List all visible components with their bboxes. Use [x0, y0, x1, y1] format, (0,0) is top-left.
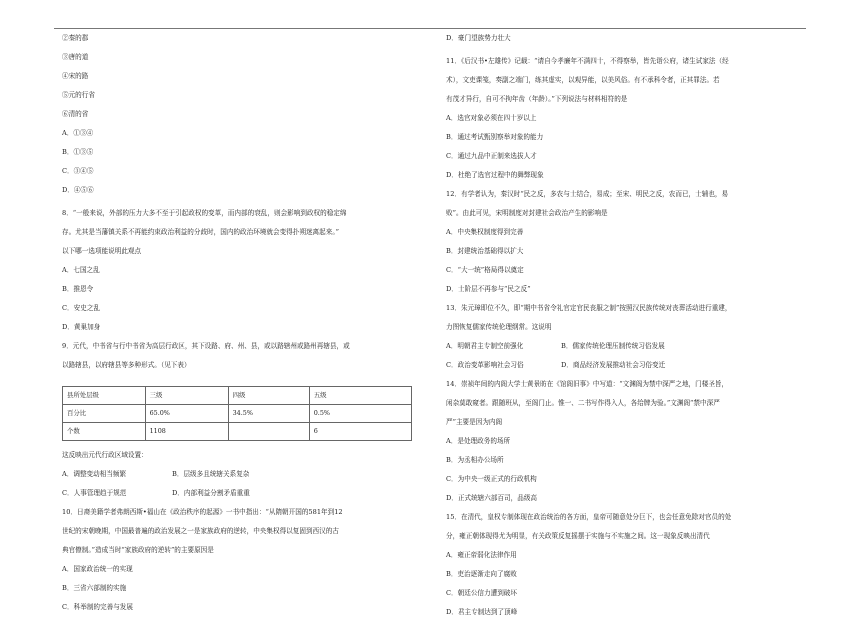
table-header: 三级	[145, 387, 228, 405]
option: A．国家政治统一的实现	[62, 565, 133, 573]
option: D．豪门望族势力壮大	[446, 34, 511, 42]
option: D．商品经济发展推动社会习俗变迁	[561, 361, 666, 369]
question-text: 9．元代，中书省与行中书省为高层行政区，其下设路、府、州、县，或以路辖州或路州再辖县，或	[62, 342, 350, 350]
option: C．朝廷公信力遭到破坏	[446, 589, 517, 597]
question-text: 严”主要是因为内阁	[446, 418, 503, 426]
question-text: 术），文吏课笺，奏副之端门，练其虚实，以观异能，以美风俗。有不承科令者，正其罪法。若	[446, 76, 720, 84]
question-11	[446, 57, 796, 190]
list-item: ④宋的路	[62, 72, 89, 80]
table-row	[63, 405, 412, 423]
option: D．内部利益分割矛盾重重	[172, 489, 250, 497]
option-row	[446, 342, 796, 361]
question-8	[62, 209, 412, 342]
option: C．安史之乱	[62, 304, 101, 312]
option-row	[62, 489, 412, 508]
option: C．“大一统”格局得以奠定	[446, 266, 524, 274]
question-15	[446, 513, 796, 627]
option: D．士阶层不再参与“民之反”	[446, 285, 531, 293]
question-text: 典官僚制。”造成当时“家族政府的逆转”的主要原因是	[62, 546, 214, 554]
option: B．封建统治基础得以扩大	[446, 247, 524, 255]
question-9	[62, 342, 412, 508]
table-cell	[228, 423, 309, 441]
question-text: 这反映出元代行政区域设置：	[62, 451, 148, 459]
table-header: 五级	[309, 387, 411, 405]
option: C．③④⑤	[62, 167, 94, 175]
option: C．人事管理趋于规范	[62, 489, 127, 497]
option: C．科举制的完善与发展	[62, 603, 133, 611]
question-13	[446, 304, 796, 380]
option: B．通过考试甄别察举对象的能力	[446, 133, 544, 141]
table-cell: 个数	[63, 423, 146, 441]
option: A．雍正帝弱化法律作用	[446, 551, 517, 559]
left-column	[62, 34, 412, 622]
question-text: 8．“一般来说，外部的压力大多不至于引起政权的变革，而内部的衰乱，则会影响到政权的稳定绵	[62, 209, 347, 217]
option: A．①③④	[62, 129, 94, 137]
question-text: 以下哪一选项能说明此观点	[62, 247, 142, 255]
list-item: ⑤元的行省	[62, 91, 95, 99]
option: B．推恩令	[62, 285, 94, 293]
list-item: ⑥清的省	[62, 110, 89, 118]
question-text: 败”。由此可见，宋明制度对封建社会政治产生的影响是	[446, 209, 608, 217]
table-header: 县所处层级	[63, 387, 146, 405]
table-cell: 34.5%	[228, 405, 309, 423]
table-cell: 1108	[145, 423, 228, 441]
question-text: 10．日裔美籍学者弗朗西斯•福山在《政治秩序的起源》一书中指出：“从隋朝开国的581年到12	[62, 508, 343, 516]
option: D．黄巢加身	[62, 323, 101, 331]
option: D．正式统辖六部百司，品级高	[446, 494, 538, 502]
option: D．④⑤⑥	[62, 186, 94, 194]
table-cell: 0.5%	[309, 405, 411, 423]
table-cell: 百分比	[63, 405, 146, 423]
table-row	[63, 423, 412, 441]
question-text: 15．在清代，皇权专制体现在政治统治的各方面，皇帝可随意处分巨下，也会任意免除对官员的处	[446, 513, 732, 521]
option: B．①③⑤	[62, 148, 94, 156]
option: B．三省六部制的实施	[62, 584, 127, 592]
table-cell: 65.0%	[145, 405, 228, 423]
option: D．杜绝了选官过程中的舞弊现象	[446, 171, 544, 179]
option: B．吏治逐渐走向了腐败	[446, 570, 517, 578]
question-text: 世纪的宋朝晚期，中国最普遍的政治发展之一是家族政府的逆转，中央集权得以复固到西汉的古	[62, 527, 339, 535]
option: D．君主专制达到了顶峰	[446, 608, 518, 616]
option: B．层级多且统辖关系复杂	[172, 470, 250, 478]
question-text: 14．崇祯年间的内阁大学士黄景昉在《馆阁旧事》中写道：“文渊阁为禁中深严之地，门楼圣旨，	[446, 380, 729, 388]
question-text: 力图恢复儒家传统伦理纲常。这说明	[446, 323, 552, 331]
question-text: 12．有学者认为，秦汉时“民之反，多农与士结合，易成；至宋、明民之反，农而已，士辅也，易	[446, 190, 729, 198]
question-text: 以路辖县，以府辖县等多种形式。（见下表）	[62, 361, 191, 369]
option: C．通过九品中正制来选拔人才	[446, 152, 537, 160]
list-item: ②秦的郡	[62, 34, 89, 42]
question-text: 闲杂莫敢窥者。跟随班从，至阁门止。惟一、二书写作得入人，各给牌为验。”文渊阁“禁中深严	[446, 399, 720, 407]
table-row	[63, 387, 412, 405]
option: C．政治变革影响社会习俗	[446, 361, 524, 369]
option: C．为中央一级正式的行政机构	[446, 475, 537, 483]
option: A．中央集权制度得到完善	[446, 228, 524, 236]
data-table	[62, 386, 412, 441]
option: A．选官对象必须在四十岁以上	[446, 114, 537, 122]
question-text: 分，雍正朝体现得尤为明显，有关政策反复摇摆于实施与不实施之间。这一现象反映出清代	[446, 532, 710, 540]
option: A．调整变动相当频繁	[62, 470, 127, 478]
question-12	[446, 190, 796, 304]
table-cell: 6	[309, 423, 411, 441]
question-text: 13．朱元璋即位不久，即“期中书省令礼官定官民丧服之制”按照汉民族传统对丧葬活动进行重建，	[446, 304, 732, 312]
option-row	[446, 361, 796, 380]
option: A．明朝君主专制空前强化	[446, 342, 524, 350]
right-column	[446, 34, 796, 627]
option: B．为丞相办公场所	[446, 456, 504, 464]
question-text: 存。尤其是当藩镇关系不再能约束政治利益的分歧时，国内的政治环境就会变得扑朔迷离起来。”	[62, 228, 340, 236]
header-rule	[54, 28, 806, 29]
option-row	[62, 470, 412, 489]
option: B．儒家传统伦理压制传统习俗发展	[561, 342, 665, 350]
question-10	[62, 508, 412, 622]
list-item: ③唐的道	[62, 53, 89, 61]
question-text: 11．《后汉书•左雄传》记载：“请自今孝廉年不满四十，不得察举，皆先诣公府，诸生试家法（经	[446, 57, 729, 65]
question-text: 有茂才异行，自可不拘年齿（年龄）。”下列说法与材料相符的是	[446, 95, 628, 103]
option: A．是处理政务的场所	[446, 437, 511, 445]
option: A．七国之乱	[62, 266, 100, 274]
table-header: 四级	[228, 387, 309, 405]
question-14	[446, 380, 796, 513]
